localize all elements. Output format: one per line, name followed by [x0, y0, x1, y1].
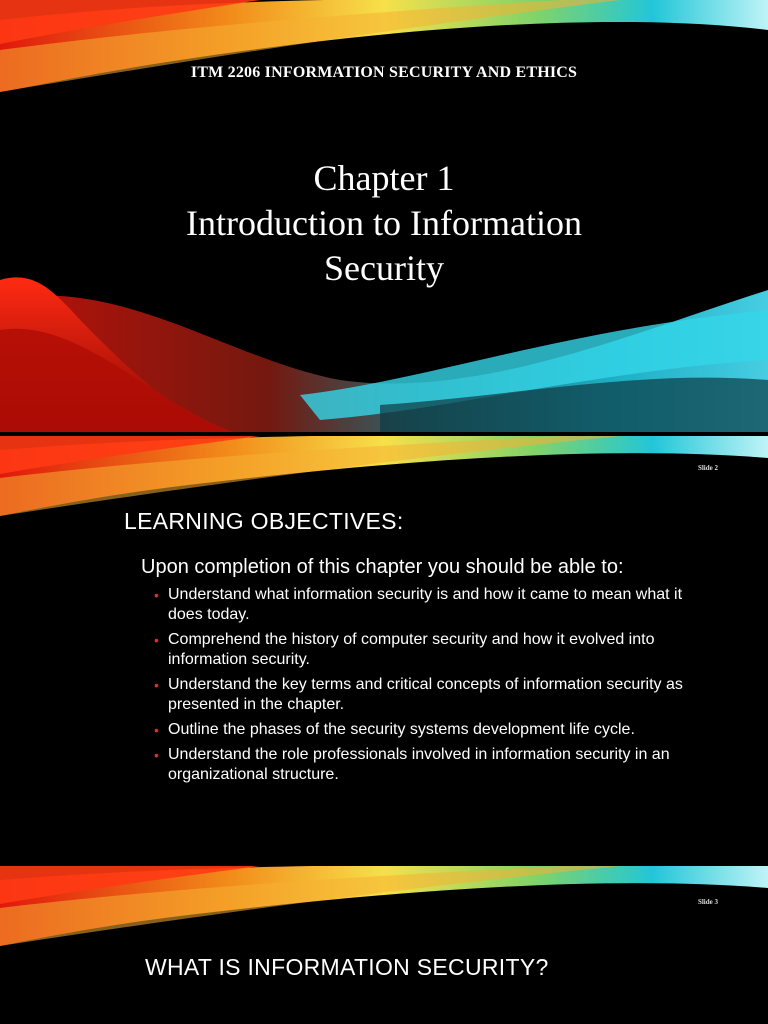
chapter-name-line1: Introduction to Information — [186, 203, 582, 243]
slide-1 — [0, 0, 768, 432]
objectives-intro: Upon completion of this chapter you should be able to: — [141, 556, 624, 578]
bullet-icon: • — [154, 677, 159, 693]
chapter-title — [84, 156, 684, 291]
chapter-name-line2: Security — [324, 248, 444, 288]
bullet-icon: • — [154, 722, 159, 738]
course-title: ITM 2206 INFORMATION SECURITY AND ETHICS — [190, 64, 578, 81]
what-is-infosec-heading: WHAT IS INFORMATION SECURITY? — [145, 954, 549, 980]
slide-number: Slide 3 — [697, 898, 718, 906]
bullet-icon: • — [154, 632, 159, 648]
list-item: • Comprehend the history of computer security and how it evolved into information security. — [154, 631, 655, 668]
learning-objectives-heading: LEARNING OBJECTIVES: — [124, 508, 404, 534]
slide-3 — [0, 866, 768, 1024]
bullet-icon: • — [154, 587, 159, 603]
swoosh-top-decoration — [0, 866, 768, 956]
bullet-icon: • — [154, 747, 159, 763]
chapter-number: Chapter 1 — [313, 158, 455, 198]
objectives-list — [152, 585, 692, 790]
list-item: • Understand the key terms and critical concepts of information security as presented in the chapter. — [154, 676, 683, 713]
list-item: • Understand the role professionals involved in information security in an organizational structure. — [154, 746, 670, 783]
slide-2 — [0, 436, 768, 862]
slide-number: Slide 2 — [697, 464, 718, 472]
list-item: • Understand what information security is and how it came to mean what it does today. — [154, 586, 683, 623]
list-item: • Outline the phases of the security systems development life cycle. — [154, 721, 635, 738]
